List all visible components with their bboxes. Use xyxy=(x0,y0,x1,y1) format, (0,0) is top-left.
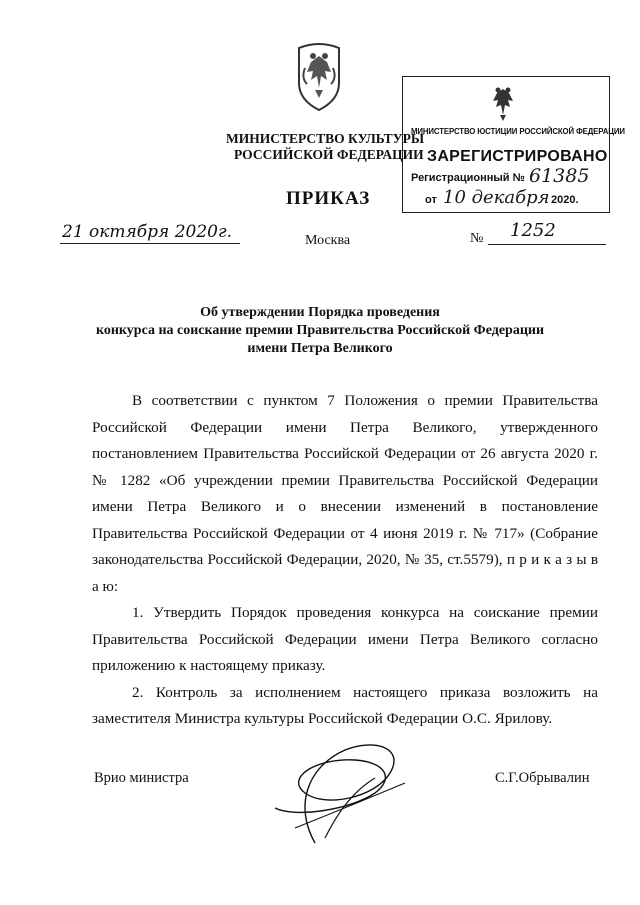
document-number-label: № xyxy=(470,231,484,246)
ministry-line2: РОССИЙСКОЙ ФЕДЕРАЦИИ xyxy=(234,147,424,162)
document-city: Москва xyxy=(305,233,351,248)
title-line3: имени Петра Великого xyxy=(247,341,393,356)
signatory-role: Врио министра xyxy=(94,770,189,786)
stamp-date: 10 декабря xyxy=(443,187,550,208)
stamp-number: 61385 xyxy=(529,165,590,187)
document-date: 21 октября 2020г. xyxy=(62,222,232,242)
stamp-year: 2020. xyxy=(551,194,579,206)
document-number: 1252 xyxy=(510,220,556,241)
paragraph-3: 2. Контроль за исполнением настоящего приказа возложить на заместителя Министра культуры Российской Федерации О.С. Ярилову. xyxy=(92,683,598,727)
title-line2: конкурса на соискание премии Правительства Российской Федерации xyxy=(95,323,545,338)
stamp-number-label: Регистрационный № xyxy=(411,172,525,184)
date-underline xyxy=(60,243,240,244)
stamp-coat-of-arms-icon xyxy=(487,85,519,123)
document-body xyxy=(92,388,598,733)
ministry-name xyxy=(226,131,426,163)
document-title xyxy=(90,304,550,358)
number-underline xyxy=(488,244,606,245)
stamp-date-label: от xyxy=(425,194,437,206)
signatory-name: С.Г.Обрывалин xyxy=(495,770,590,786)
coat-of-arms-icon xyxy=(289,38,349,112)
document-type: ПРИКАЗ xyxy=(286,188,371,209)
paragraph-2: 1. Утвердить Порядок проведения конкурса на соискание премии Правительства Российской Федерации имени Петра Великого согласно приложению к настоящему приказу. xyxy=(92,604,598,674)
paragraph-1: В соответствии с пунктом 7 Положения о премии Правительства Российской Федерации имени Петра Великого, утвержденного постановлением Правительства Российской Федерации от 26 августа 2020 г. № 1282 «Об учреждении премии Правительства Российской Федерации имени Петра Великого и о внесении изменений в постановление Правительства Российской Федерации от 4 июня 2019 г. № 717» (Собрание законодательства Российской Федерации, 2020, № 35, ст.5579), п р и к а з ы в а ю: xyxy=(92,392,598,595)
stamp-organization: МИНИСТЕРСТВО ЮСТИЦИИ РОССИЙСКОЙ ФЕДЕРАЦИИ xyxy=(411,127,625,136)
handwritten-signature xyxy=(255,738,415,848)
ministry-line1: МИНИСТЕРСТВО КУЛЬТУРЫ xyxy=(226,131,425,146)
stamp-status: ЗАРЕГИСТРИРОВАНО xyxy=(427,148,608,165)
registration-stamp xyxy=(402,76,625,213)
title-line1: Об утверждении Порядка проведения xyxy=(200,305,440,320)
